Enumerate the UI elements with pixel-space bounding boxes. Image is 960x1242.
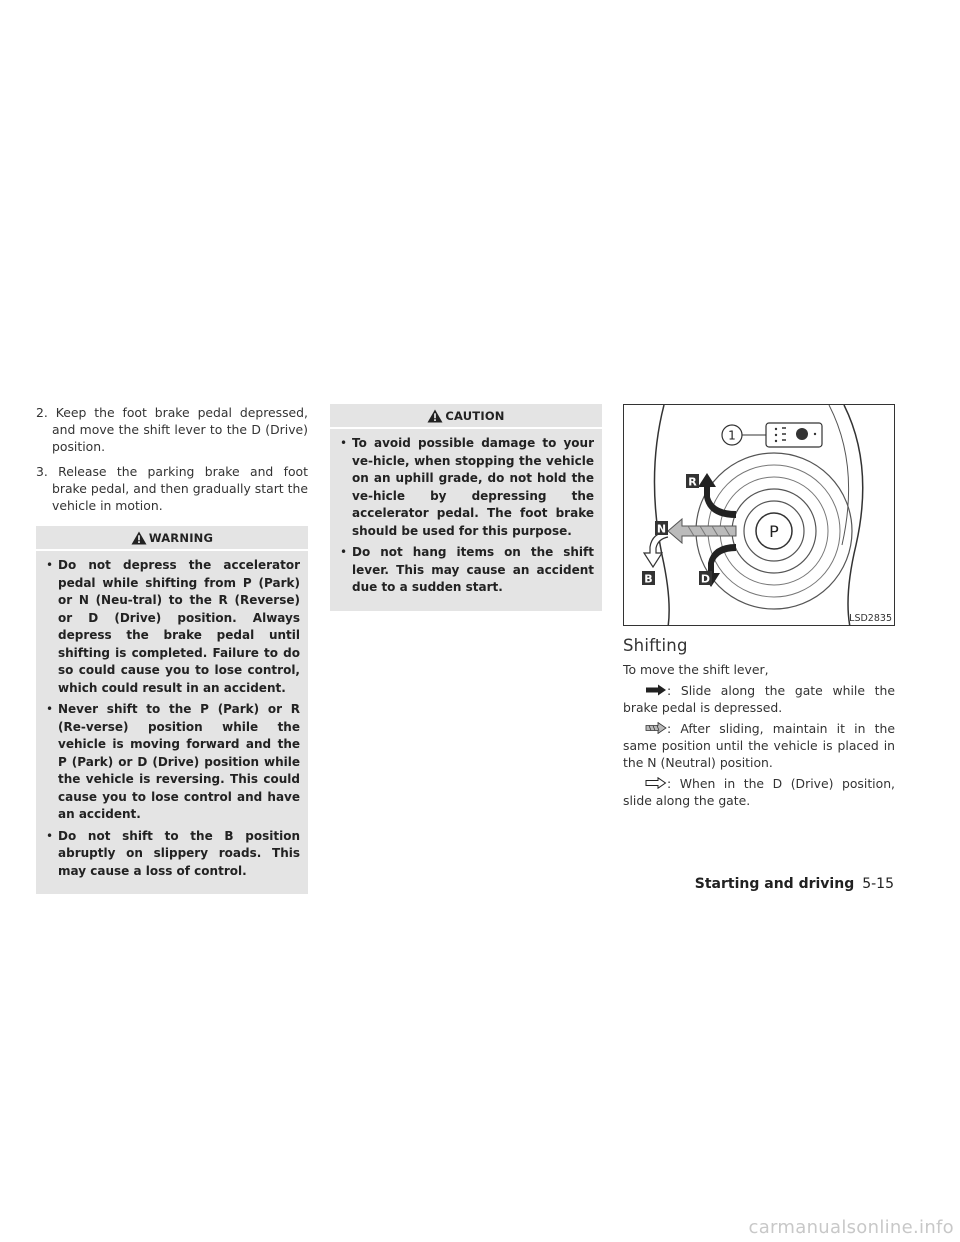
label-r: R: [688, 475, 697, 489]
warning-header: [36, 526, 308, 551]
callout-number: 1: [728, 428, 736, 443]
step-3: 3. Release the parking brake and foot brake pedal, and then gradually start the vehicle in motion.: [36, 464, 308, 513]
caution-header: [330, 404, 602, 429]
page-footer: [695, 876, 894, 892]
hatched-arrow: [668, 519, 736, 543]
right-column: [623, 404, 895, 809]
outline-arrow-icon: [645, 777, 667, 789]
caution-item: • To avoid possible damage to your ve-hicle, when stopping the vehicle on an uphill grade, do not hold the ve-hicle by depressing the accelerator pedal. The foot brake should be used for this purpose.: [340, 436, 594, 538]
label-n: N: [656, 522, 667, 536]
shift-lever-figure: [623, 404, 895, 626]
warning-item: • Do not shift to the B position abruptly on slippery roads. This may cause a loss of control.: [46, 828, 300, 878]
indicator-knob: [796, 428, 808, 440]
warning-title: WARNING: [148, 530, 214, 545]
warning-box: [36, 526, 308, 894]
console-left-edge: [654, 405, 669, 626]
legend-item-outline: : When in the D (Drive) position, slide along the gate.: [623, 776, 895, 808]
page-number: 5-15: [862, 876, 894, 892]
caution-icon: [427, 409, 443, 423]
caution-item: • Do not hang items on the shift lever. This may cause an accident due to a sudden start.: [340, 545, 594, 594]
legend-item-solid: : Slide along the gate while the brake pedal is depressed.: [623, 683, 895, 715]
caution-title: CAUTION: [445, 408, 505, 423]
indicator-panel: [766, 423, 822, 447]
middle-column: [330, 404, 602, 611]
caution-box: [330, 404, 602, 611]
watermark: carmanualsonline.info: [748, 1217, 954, 1238]
footer-section-name: Starting and driving: [694, 876, 855, 892]
warning-item: • Never shift to the P (Park) or R (Re-verse) position while the vehicle is moving forward and the P (Park) or D (Drive) position while the vehicle is reversing. This could cause you to lose control and have an accident.: [46, 702, 300, 821]
shift-lever-illustration: [624, 405, 895, 626]
label-b: B: [644, 572, 653, 586]
solid-arrow-icon: [645, 684, 667, 696]
steps-list: [36, 404, 308, 514]
hatched-arrow-icon: [645, 722, 667, 734]
left-column: [36, 404, 308, 894]
label-d: D: [700, 572, 711, 586]
park-label: P: [769, 522, 779, 541]
section-title: Shifting: [623, 636, 688, 655]
warning-icon: [131, 531, 147, 545]
legend-item-hatched: : After sliding, maintain it in the same position until the vehicle is placed in the N (Neutral) position.: [623, 721, 895, 770]
shifting-intro: To move the shift lever,: [623, 662, 769, 677]
step-2: 2. Keep the foot brake pedal depressed, and move the shift lever to the D (Drive) position.: [36, 405, 308, 454]
figure-code: LSD2835: [849, 613, 892, 624]
warning-item: • Do not depress the accelerator pedal while shifting from P (Park) or N (Neu-tral) to the R (Reverse) or D (Drive) position. Always depress the brake pedal until shifting is completed. Failure to do so could cause you to lose control, which could result in an accident.: [46, 558, 300, 695]
console-inner-edge: [829, 405, 849, 545]
outline-arrow-b: [644, 531, 668, 567]
solid-arrow-r: [698, 473, 736, 518]
